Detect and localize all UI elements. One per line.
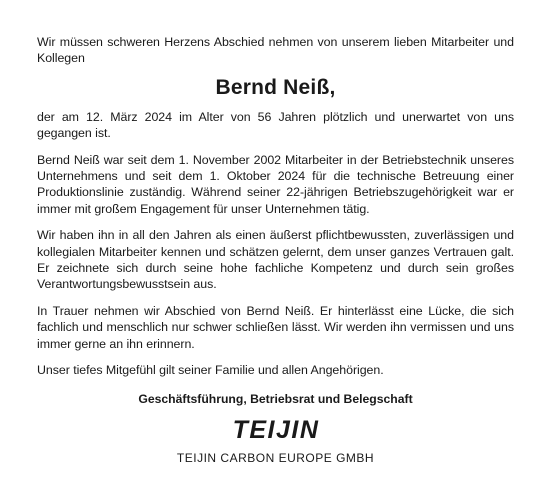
subline-text: der am 12. März 2024 im Alter von 56 Jahren plötzlich und unerwartet von uns gegangen ist. — [37, 109, 514, 141]
signers-line: Geschäftsführung, Betriebsrat und Belegschaft — [138, 391, 413, 406]
deceased-name: Bernd Neiß, — [215, 75, 336, 99]
intro-text: Wir müssen schweren Herzens Abschied nehmen von unserem lieben Mitarbeiter und Kollegen — [37, 35, 514, 66]
character-paragraph: Wir haben ihn in all den Jahren als einen äußerst pflichtbewussten, zuverlässigen und kollegialen Mitarbeiter kennen und schätzen gelernt, dem unser ganzes Vertrauen galt. Er zeichnete sich durch seine hohe fachliche Kompetenz und durch sein großes Verantwortungsbewusstsein aus. — [37, 228, 514, 292]
condolence-paragraph: Unser tiefes Mitgefühl gilt seiner Familie und allen Angehörigen. — [37, 363, 384, 378]
farewell-paragraph: In Trauer nehmen wir Abschied von Bernd Neiß. Er hinterlässt eine Lücke, die sich fachlich und menschlich nur schwer schließen lässt. Wir werden ihn vermissen und uns immer gerne an ihn erinnern. — [37, 303, 514, 351]
logo-wordmark: TEIJIN — [232, 415, 319, 443]
obituary-notice — [37, 34, 514, 466]
career-paragraph: Bernd Neiß war seit dem 1. November 2002 Mitarbeiter in der Betriebstechnik unseres Unternehmens und seit dem 1. Oktober 2024 für die technische Betreuung einer Produktionslinie zuständig. Während seiner 22-jährigen Betriebszugehörigkeit war er immer mit großem Engagement für unser Unternehmen tätig. — [37, 152, 514, 216]
teijin-logo — [211, 415, 341, 443]
company-name: TEIJIN CARBON EUROPE GMBH — [176, 450, 375, 465]
